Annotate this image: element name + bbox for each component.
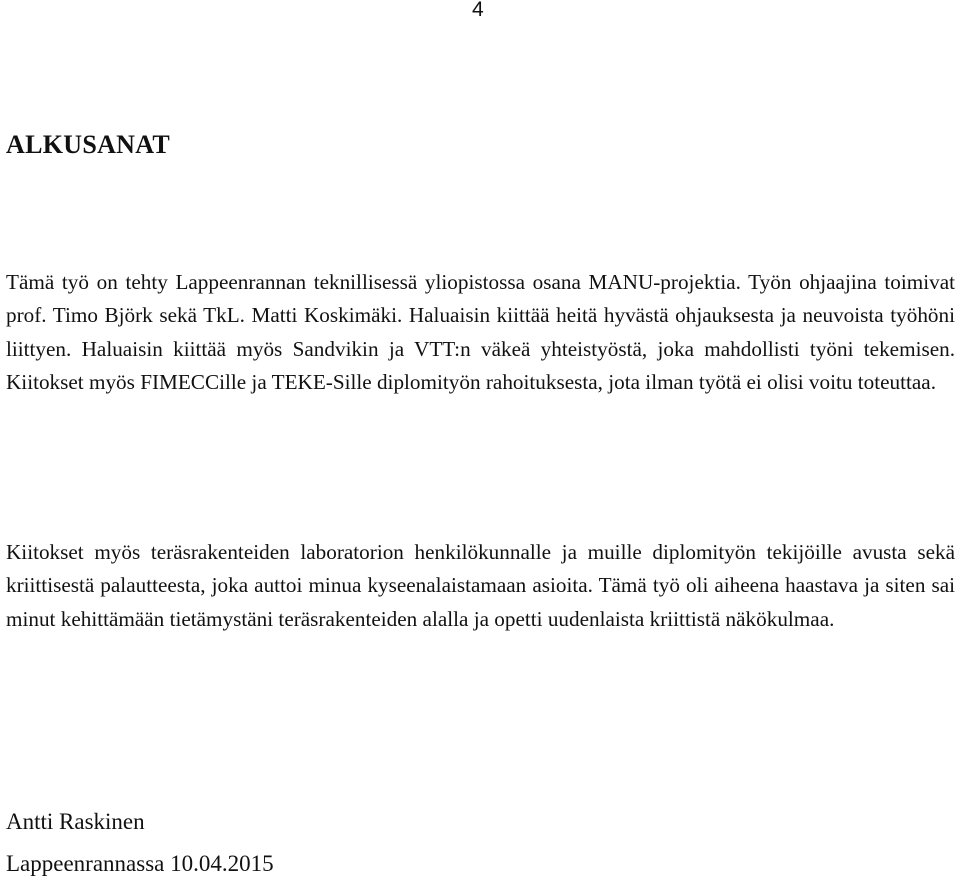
section-heading: ALKUSANAT [6, 130, 171, 159]
page-number: 4 [472, 0, 484, 21]
paragraph-acknowledgements-1: Tämä työ on tehty Lappeenrannan teknillisessä yliopistossa osana MANU-projektia. Työn ohjaajina toimivat prof. Timo Björk sekä TkL. Matti Koskimäki. Haluaisin kiittää heitä hyvästä ohjauksesta ja neuvoista työhöni liittyen. Haluaisin kiittää myös Sandvikin ja VTT:n väkeä yhteistyöstä, joka mahdollisti työni tekemisen. Kiitokset myös FIMECCille ja TEKE-Sille diplomityön rahoituksesta, jota ilman työtä ei olisi voitu toteuttaa. [6, 270, 955, 395]
place-and-date: Lappeenrannassa 10.04.2015 [6, 851, 274, 876]
author-name: Antti Raskinen [6, 809, 145, 834]
paragraph-acknowledgements-2: Kiitokset myös teräsrakenteiden laboratorion henkilökunnalle ja muille diplomityön tekijöille avusta sekä kriittisestä palautteesta, joka auttoi minua kyseenalaistamaan asioita. Tämä työ oli aiheena haastava ja siten sai minut kehittämään tietämystäni teräsrakenteiden alalla ja opetti uudenlaista kriittistä näkökulmaa. [6, 540, 955, 631]
